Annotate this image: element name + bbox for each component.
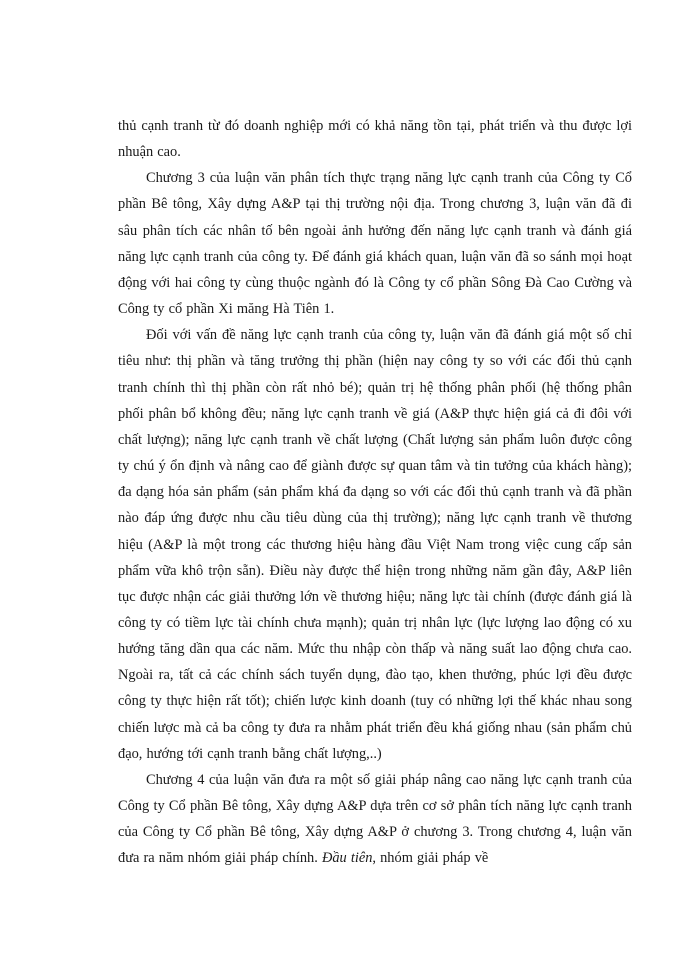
paragraph-4-text: Chương 4 của luận văn đưa ra một số giải pháp nâng cao năng lực cạnh tranh của Công ty Cổ phần Bê tông, Xây dựng A&P dựa trên cơ sở phân tích năng lực cạnh tranh của Công ty Cổ phần Bê tông, Xây dựng A&P ở chương 3. Trong chương 4, luận văn đưa ra năm nhóm giải pháp chính. (118, 771, 632, 867)
paragraph-1: thủ cạnh tranh từ đó doanh nghiệp mới có khả năng tồn tại, phát triển và thu được lợi nhuận cao. (118, 118, 632, 161)
body-text (118, 113, 632, 872)
paragraph-4-tail: , nhóm giải pháp về (372, 850, 489, 867)
paragraph-3: Đối với vấn đề năng lực cạnh tranh của công ty, luận văn đã đánh giá một số chỉ tiêu như: thị phần và tăng trưởng thị phần (hiện nay công ty so với các đối thủ cạnh tranh chính thì thị phần còn rất nhỏ bé); quản trị hệ thống phân phối (hệ thống phân phối phân bổ không đều; năng lực cạnh tranh về giá (A&P thực hiện giá cả đi đôi với chất lượng); năng lực cạnh tranh về chất lượng (Chất lượng sản phẩm luôn được công ty chú ý ổn định và nâng cao để giành được sự quan tâm và tin tưởng của khách hàng); đa dạng hóa sản phẩm (sản phẩm khá đa dạng so với các đối thủ cạnh tranh và đã phần nào đáp ứng được nhu cầu tiêu dùng của thị trường); năng lực cạnh tranh về thương hiệu (A&P là một trong các thương hiệu hàng đầu Việt Nam trong việc cung cấp sản phẩm vữa khô trộn sẵn). Điều này được thể hiện trong những năm gần đây, A&P liên tục được nhận các giải thưởng lớn về thương hiệu; năng lực tài chính (được đánh giá là công ty có tiềm lực tài chính chưa mạnh); quản trị nhân lực (lực lượng lao động có xu hướng tăng dần qua các năm. Mức thu nhập còn thấp và năng suất lao động chưa cao. Ngoài ra, tất cả các chính sách tuyển dụng, đào tạo, khen thưởng, phúc lợi đều được công ty thực hiện rất tốt); chiến lược kinh doanh (tuy có những lợi thế khác nhau song chiến lược mà cả ba công ty đưa ra nhằm phát triển đều khá giống nhau (sản phẩm chủ đạo, hướng tới cạnh tranh bằng chất lượng,..) (118, 327, 632, 762)
paragraph-4 (118, 767, 632, 872)
paragraph-2: Chương 3 của luận văn phân tích thực trạng năng lực cạnh tranh của Công ty Cổ phần Bê tông, Xây dựng A&P tại thị trường nội địa. Trong chương 3, luận văn đã đi sâu phân tích các nhân tố bên ngoài ảnh hưởng đến năng lực cạnh tranh và đánh giá năng lực cạnh tranh của công ty. Để đánh giá khách quan, luận văn đã so sánh mọi hoạt động với hai công ty cùng thuộc ngành đó là Công ty cổ phần Sông Đà Cao Cường và Công ty cổ phần Xi măng Hà Tiên 1. (118, 170, 632, 318)
paragraph-4-italic: Đầu tiên (321, 850, 373, 867)
